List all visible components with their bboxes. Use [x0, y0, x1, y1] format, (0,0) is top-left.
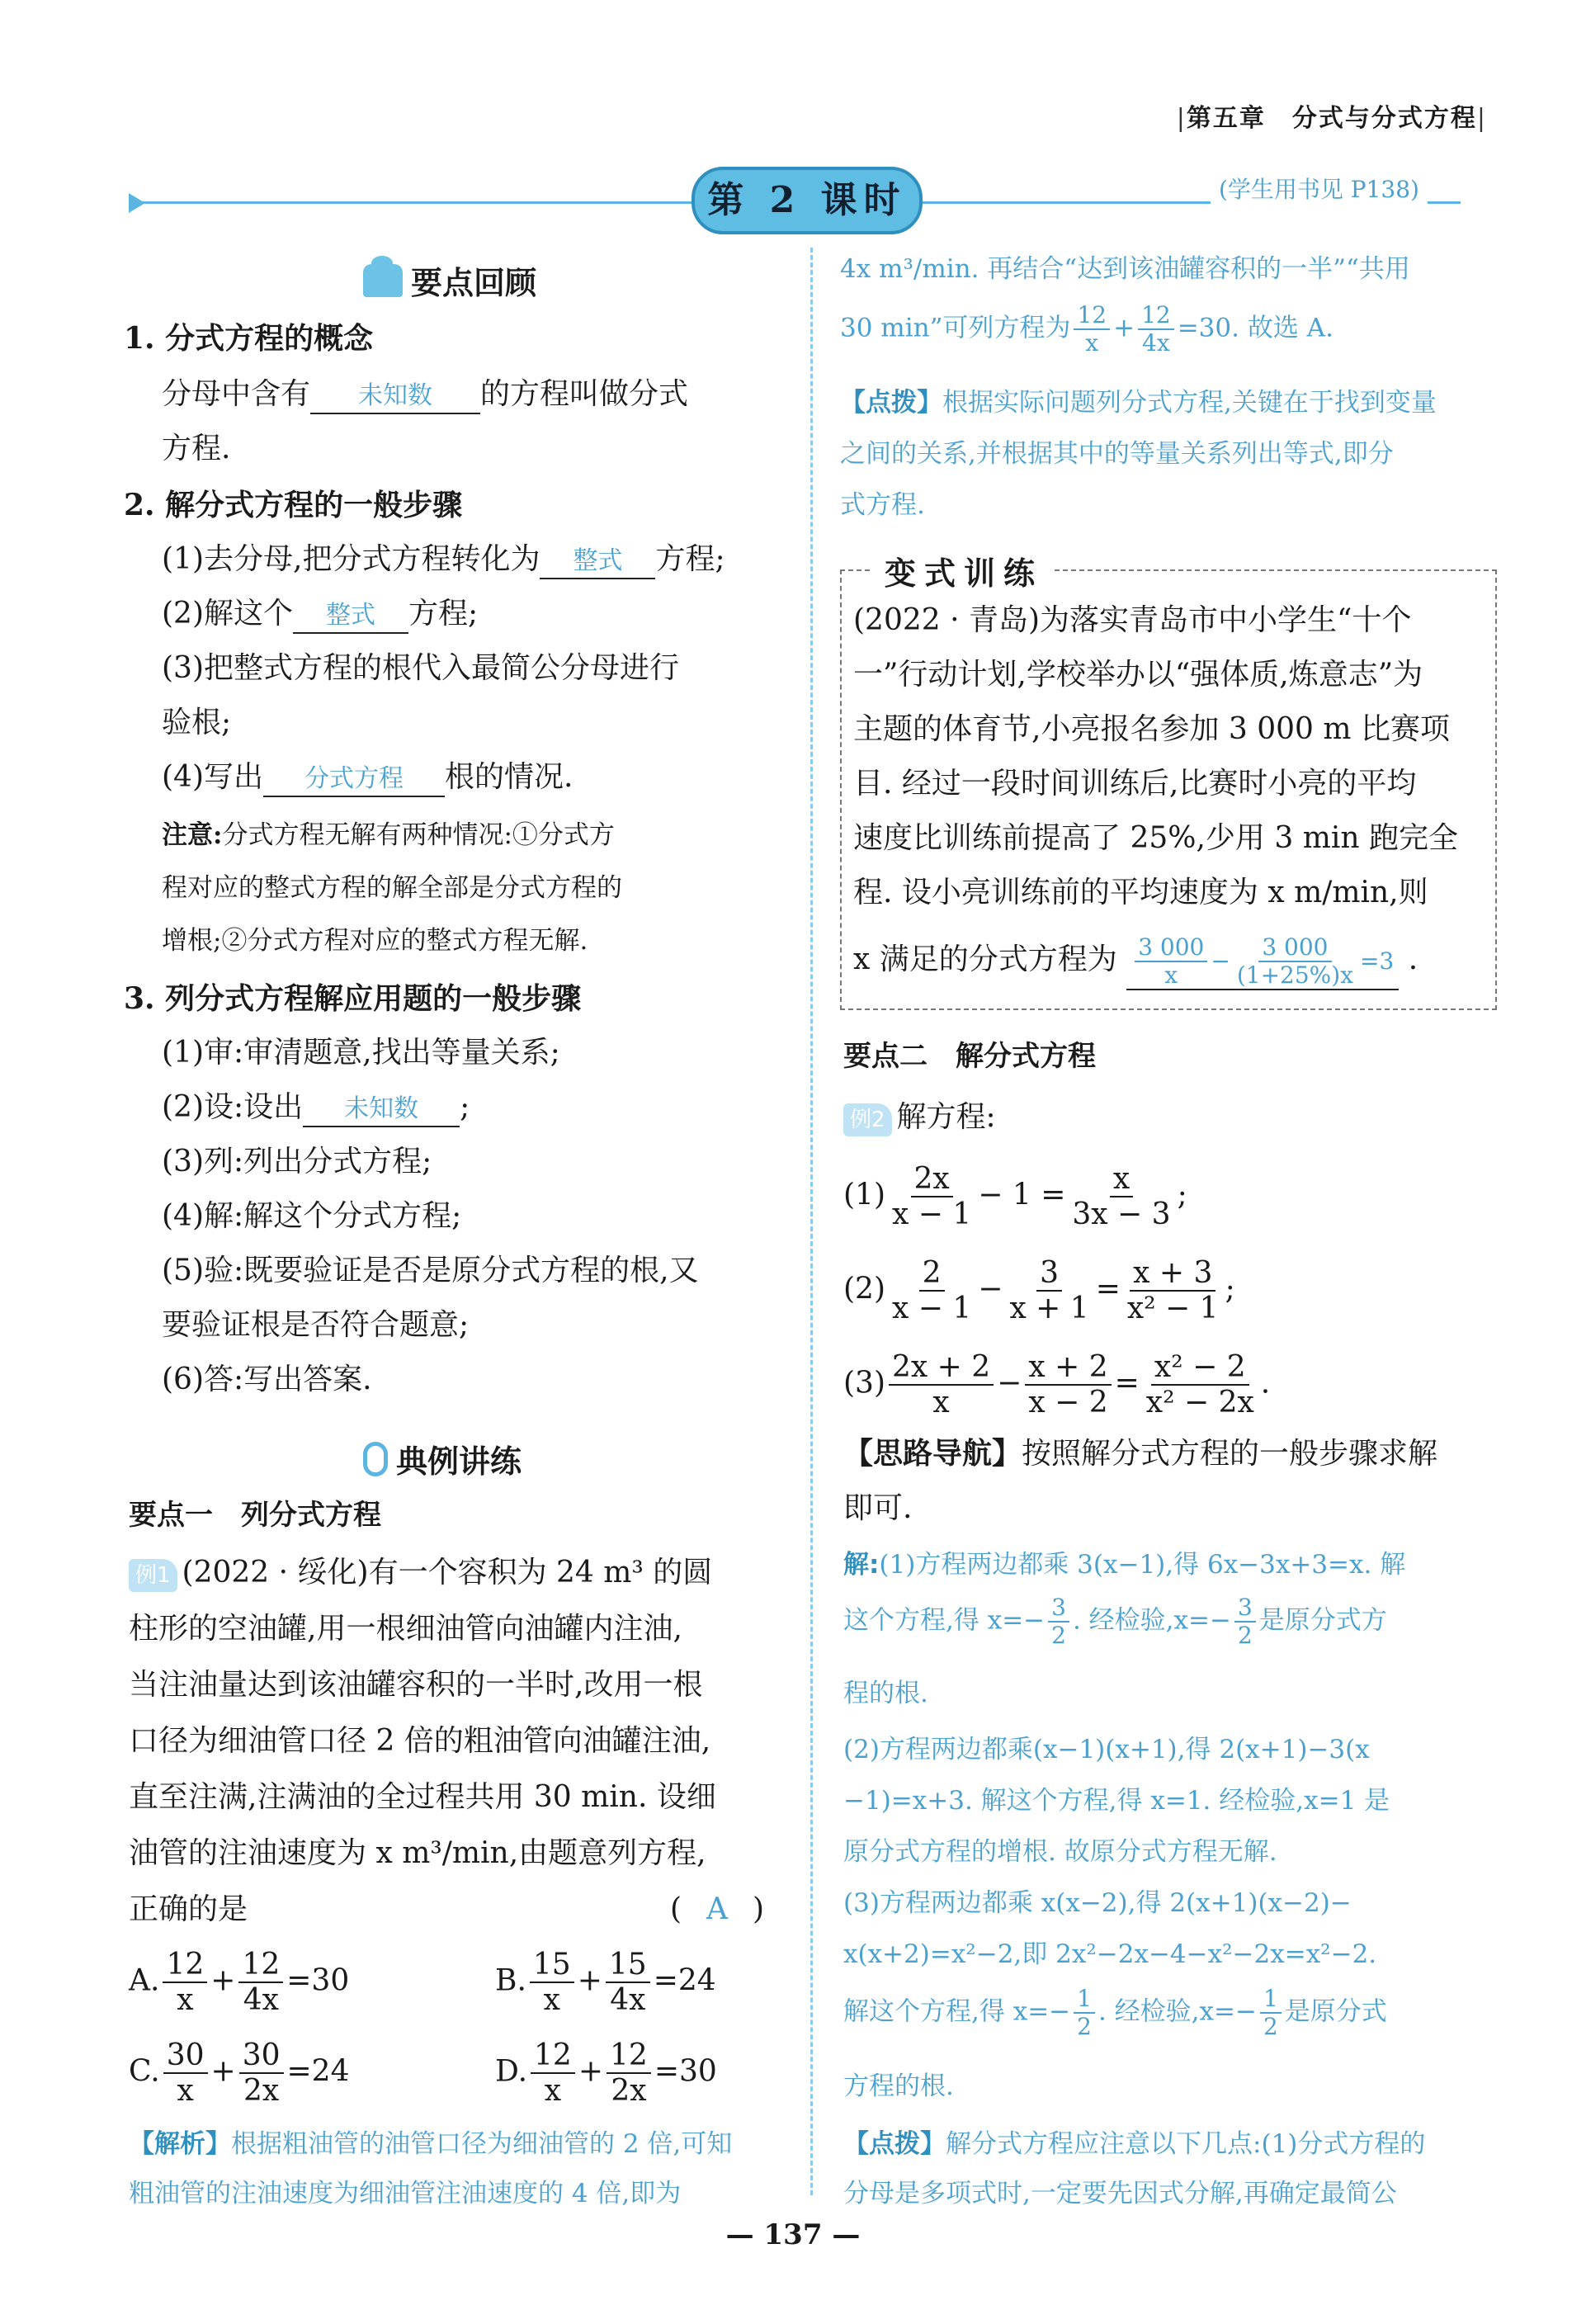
answer-blank: 未知数	[303, 1093, 460, 1127]
fraction	[1025, 1350, 1111, 1420]
variant-line: 程. 设小亮训练前的平均速度为 x m/min,则	[853, 876, 1428, 909]
solution-label: 解:	[843, 1550, 880, 1580]
sign: +	[578, 2054, 604, 2089]
tip-line: 分母是多项式时,一定要先因式分解,再确定最简公	[843, 2179, 1397, 2208]
text: 按照解分式方程的一般步骤求解	[1022, 1437, 1438, 1471]
text: (1)方程两边都乘 3(x−1),得 6x−3x+3=x. 解	[879, 1550, 1406, 1580]
analysis-label: 【解析】	[129, 2129, 231, 2159]
denominator: x	[177, 2074, 194, 2109]
sign: +	[1113, 313, 1135, 343]
page-number: — 137 —	[725, 2218, 861, 2251]
text: 根据粗油管的油管口径为细油管的 2 倍,可知	[231, 2129, 733, 2159]
variant-line: 速度比训练前提高了 25%,少用 3 min 跑完全	[853, 821, 1458, 855]
denominator: 3x − 3	[1072, 1197, 1171, 1232]
concept-title: 1. 分式方程的概念	[124, 321, 374, 356]
fraction	[163, 1948, 207, 2018]
rhs: =30	[654, 2054, 717, 2089]
tip-label: 【点拨】	[840, 388, 942, 418]
steps-title: 2. 解分式方程的一般步骤	[124, 488, 463, 522]
denominator: x	[177, 1983, 194, 2018]
option-label: C.	[129, 2054, 160, 2089]
denominator: x	[543, 1983, 560, 2018]
example-one-line: 直至注满,注满油的全过程共用 30 min. 设细	[129, 1780, 716, 1814]
text: 分式方程无解有两种情况:①分式方	[222, 820, 615, 850]
text: 解分式方程应注意以下几点:(1)分式方程的	[946, 2129, 1426, 2159]
solution-line: (3)方程两边都乘 x(x−2),得 2(x+1)(x−2)−	[843, 1888, 1352, 1918]
note-line: 增根;②分式方程对应的整式方程无解.	[162, 926, 588, 956]
lesson-title-band	[132, 177, 1461, 228]
solution-line	[843, 1986, 1387, 2040]
denominator: x	[1085, 329, 1099, 357]
tip-line: 之间的关系,并根据其中的等量关系列出等式,即分	[840, 439, 1394, 469]
step-line: 要验证根是否符合题意;	[162, 1308, 470, 1342]
step-line: 验根;	[162, 706, 232, 739]
solution-line: 原分式方程的增根. 故原分式方程无解.	[843, 1837, 1277, 1867]
answer-blank: 分式方程	[263, 763, 445, 797]
numerator: 2	[919, 1256, 945, 1292]
fraction	[1138, 302, 1174, 357]
denominator: x	[544, 2074, 562, 2109]
option-label: D.	[495, 2054, 528, 2089]
chapter-title: 第五章 分式与分式方程	[1186, 104, 1477, 133]
example-two-line	[843, 1099, 996, 1136]
step-line: (3)列:列出分式方程;	[162, 1145, 432, 1179]
step-line: (1)审:审清题意,找出等量关系;	[162, 1036, 560, 1070]
numerator: 2x	[911, 1162, 953, 1197]
idea-line: 即可.	[843, 1491, 913, 1525]
example-one-line	[129, 1555, 712, 1592]
sign: −	[978, 1272, 1003, 1306]
numerator: 3	[1048, 1594, 1069, 1623]
numerator: 3 000	[1135, 934, 1207, 962]
answer-blank: 整式	[540, 545, 655, 579]
text: ;	[1177, 1178, 1187, 1212]
analysis-line: 粗油管的注油速度为细油管注油速度的 4 倍,即为	[129, 2179, 682, 2208]
chapter-header: |第五章 分式与分式方程|	[1176, 104, 1487, 133]
answer-blank: 未知数	[310, 380, 480, 414]
step-line: (3)把整式方程的根代入最简公分母进行	[162, 651, 679, 685]
denominator: 2x	[243, 2074, 280, 2109]
numerator: 1	[1260, 1986, 1282, 2014]
numerator: 15	[606, 1948, 650, 1983]
text: 方程;	[655, 542, 725, 576]
rhs: =3	[1360, 947, 1395, 975]
concept-line	[162, 376, 688, 414]
text: (2022 · 绥化)有一个容积为 24 m³ 的圆	[182, 1556, 713, 1589]
denominator: (1+25%)x	[1236, 961, 1353, 990]
numerator: x² − 2	[1151, 1350, 1249, 1386]
variant-line: (2022 · 青岛)为落实青岛市中小学生“十个	[853, 603, 1412, 637]
denominator: x² − 2x	[1145, 1386, 1254, 1420]
option-label: A.	[129, 1963, 160, 1998]
denominator: 2	[1263, 2013, 1278, 2041]
numerator: 12	[238, 1948, 283, 1983]
review-heading	[363, 257, 536, 303]
denominator: x	[1164, 961, 1178, 990]
denominator: x − 1	[892, 1197, 972, 1232]
answer-blank	[1126, 934, 1399, 990]
lesson-title: 第 2 课时	[692, 167, 923, 234]
option-label: B.	[495, 1963, 526, 1998]
numerator: 3 000	[1258, 934, 1331, 962]
text: 解这个方程,得 x=−	[843, 1996, 1071, 2027]
review-heading-text: 要点回顾	[411, 265, 537, 301]
option-d	[495, 2038, 717, 2109]
answer-bracket: ( A )	[670, 1892, 765, 1926]
numerator: x + 2	[1025, 1350, 1111, 1386]
denominator: x + 1	[1009, 1292, 1089, 1326]
fraction	[238, 1948, 283, 2018]
analysis-line	[129, 2126, 732, 2162]
text: 根的情况.	[445, 760, 574, 794]
denominator: 2	[1051, 1622, 1066, 1650]
denominator: x − 1	[892, 1292, 972, 1326]
analysis-line: 4x m³/min. 再结合“达到该油罐容积的一半”“共用	[840, 254, 1410, 284]
sign: −	[1211, 947, 1230, 975]
examples-heading	[363, 1436, 522, 1481]
sign: =	[1095, 1272, 1121, 1306]
numerator: 12	[531, 2038, 575, 2074]
step-line	[162, 1089, 470, 1127]
fraction	[1135, 934, 1207, 989]
microphone-icon	[363, 1442, 388, 1476]
text: ;	[460, 1090, 470, 1124]
point-two-title: 要点二 解分式方程	[843, 1040, 1096, 1073]
solution-line	[843, 1547, 1405, 1583]
equation-1	[843, 1162, 1187, 1232]
solution-line: −1)=x+3. 解这个方程,得 x=1. 经检验,x=1 是	[843, 1786, 1390, 1816]
example-badge: 例1	[129, 1559, 177, 1592]
numerator: 1	[1074, 1986, 1095, 2014]
text: .	[1260, 1366, 1271, 1401]
equation-2	[843, 1256, 1235, 1326]
idea-label: 【思路导航】	[843, 1437, 1022, 1471]
denominator: 4x	[1142, 329, 1170, 357]
step-line	[162, 596, 478, 634]
tip-line	[843, 2126, 1425, 2162]
text: 分母中含有	[162, 377, 311, 411]
book-reference: (学生用书见 P138)	[1211, 173, 1428, 206]
fraction	[531, 2038, 575, 2109]
step-line: (5)验:既要验证是否是原分式方程的根,又	[162, 1254, 699, 1287]
text: 方程;	[408, 597, 479, 631]
fraction	[1260, 1986, 1282, 2040]
sign: =	[1114, 1366, 1140, 1401]
text: − 1 =	[978, 1178, 1066, 1212]
option-a	[129, 1948, 349, 2018]
rhs: =30	[286, 1963, 350, 1998]
example-one-line: 当注油量达到该油罐容积的一半时,改用一根	[129, 1668, 703, 1702]
example-badge: 例2	[843, 1103, 892, 1136]
step-line: (4)解:解这个分式方程;	[162, 1199, 462, 1233]
text: . 经检验,x=−	[1097, 1996, 1257, 2027]
solution-line: x(x+2)=x²−2,即 2x²−2x−4−x²−2x=x²−2.	[843, 1939, 1377, 1969]
numerator: 30	[163, 2038, 208, 2074]
fraction	[530, 1948, 574, 2018]
numerator: x + 3	[1130, 1256, 1215, 1292]
text: (1)去分母,把分式方程转化为	[162, 542, 540, 576]
fraction	[1124, 1256, 1222, 1326]
option-c	[129, 2038, 350, 2109]
solution-line	[843, 1594, 1387, 1649]
arrow-icon	[129, 193, 145, 213]
step-line	[162, 541, 725, 579]
fraction	[1069, 1162, 1173, 1232]
example-one-line: 柱形的空油罐,用一根细油管向油罐内注油,	[129, 1612, 682, 1646]
text: . 经检验,x=−	[1072, 1605, 1231, 1636]
text: 解方程:	[896, 1100, 996, 1134]
text: 的方程叫做分式	[480, 377, 689, 411]
fraction	[889, 1350, 994, 1420]
fraction	[239, 2038, 284, 2109]
fraction	[1074, 302, 1110, 357]
eq-label: (2)	[843, 1272, 885, 1306]
solution-line: 方程的根.	[843, 2071, 954, 2101]
rhs: =24	[286, 2054, 350, 2089]
eq-label: (1)	[843, 1178, 885, 1212]
variant-title: 变式训练	[873, 548, 1055, 593]
numerator: 12	[1138, 302, 1174, 330]
numerator: 3	[1234, 1594, 1256, 1623]
denominator: 2	[1237, 1622, 1253, 1650]
option-b	[495, 1948, 716, 2018]
tip-line: 式方程.	[840, 490, 925, 520]
idea-line	[843, 1436, 1437, 1472]
tip-line	[840, 385, 1437, 421]
denominator: x² − 1	[1126, 1292, 1219, 1326]
numerator: 12	[1074, 302, 1110, 330]
numerator: x	[1110, 1162, 1133, 1197]
text: 30 min”可列方程为	[840, 313, 1071, 343]
numerator: 12	[163, 1948, 207, 1983]
text: (4)写出	[162, 760, 263, 794]
note-line	[162, 817, 615, 853]
solution-line: 程的根.	[843, 1679, 928, 1708]
text: (2)解这个	[162, 597, 293, 631]
text: 根据实际问题列分式方程,关键在于找到变量	[942, 388, 1437, 418]
numerator: 30	[239, 2038, 284, 2074]
analysis-line	[840, 302, 1333, 357]
fraction	[606, 1948, 650, 2018]
point-one-title: 要点一 列分式方程	[129, 1499, 381, 1532]
step-line: (6)答:写出答案.	[162, 1363, 372, 1396]
text: 这个方程,得 x=−	[843, 1605, 1046, 1636]
examples-heading-text: 典例讲练	[396, 1443, 522, 1480]
variant-line: 主题的体育节,小亮报名参加 3 000 m 比赛项	[853, 712, 1450, 746]
numerator: 3	[1036, 1256, 1062, 1292]
fraction	[889, 1162, 975, 1232]
fraction	[1234, 934, 1357, 989]
fraction	[1074, 1986, 1095, 2040]
text: 是原分式方	[1258, 1605, 1387, 1636]
example-one-line: 口径为细油管口径 2 倍的粗油管向油罐注油,	[129, 1724, 711, 1758]
text: =30. 故选 A.	[1177, 313, 1333, 343]
example-one-line: 油管的注油速度为 x m³/min,由题意列方程,	[129, 1836, 706, 1870]
step-line	[162, 759, 573, 797]
text: ;	[1225, 1272, 1235, 1306]
rhs: =24	[653, 1963, 716, 1998]
note-label: 注意:	[162, 820, 223, 850]
example-one-line: 正确的是	[129, 1892, 248, 1926]
variant-answer-line: x 满足的分式方程为 $\frac{3 000}{x}$ − $\frac{3 000}{(1+25\%)x}$ =3 .	[853, 934, 1418, 990]
numerator: 15	[530, 1948, 574, 1983]
denominator: 4x	[610, 1983, 646, 2018]
fraction	[1143, 1350, 1258, 1420]
book-icon	[363, 264, 403, 297]
text: 是原分式	[1284, 1996, 1387, 2027]
tip-label: 【点拨】	[843, 2129, 946, 2159]
equation-3	[843, 1350, 1270, 1420]
fraction	[1048, 1594, 1069, 1649]
variant-line: 目. 经过一段时间训练后,比赛时小亮的平均	[853, 767, 1417, 801]
fraction	[1234, 1594, 1256, 1649]
sign: +	[210, 2054, 236, 2089]
eq-label: (3)	[843, 1366, 885, 1401]
text-line: 方程.	[162, 432, 231, 465]
denominator: 4x	[243, 1983, 279, 2018]
text: x 满足的分式方程为	[853, 942, 1117, 977]
variant-line: 一”行动计划,学校举办以“强体质,炼意志”为	[853, 658, 1423, 692]
sign: +	[577, 1963, 602, 1998]
choice-answer: A	[706, 1892, 729, 1926]
numerator: 2x + 2	[889, 1350, 994, 1386]
denominator: 2	[1077, 2013, 1092, 2041]
application-title: 3. 列分式方程解应用题的一般步骤	[124, 981, 582, 1016]
denominator: x	[932, 1386, 950, 1420]
denominator: x − 2	[1028, 1386, 1108, 1420]
solution-line: (2)方程两边都乘(x−1)(x+1),得 2(x+1)−3(x	[843, 1735, 1370, 1764]
denominator: 2x	[611, 2074, 647, 2109]
sign: −	[997, 1366, 1022, 1401]
answer-blank: 整式	[293, 599, 408, 634]
text: (2)设:设出	[162, 1090, 304, 1124]
fraction	[607, 2038, 651, 2109]
fraction	[889, 1256, 975, 1326]
sign: +	[210, 1963, 236, 1998]
numerator: 12	[607, 2038, 651, 2074]
column-divider	[810, 248, 813, 2195]
fraction	[1006, 1256, 1092, 1326]
fraction	[163, 2038, 208, 2109]
note-line: 程对应的整式方程的解全部是分式方程的	[162, 873, 622, 903]
